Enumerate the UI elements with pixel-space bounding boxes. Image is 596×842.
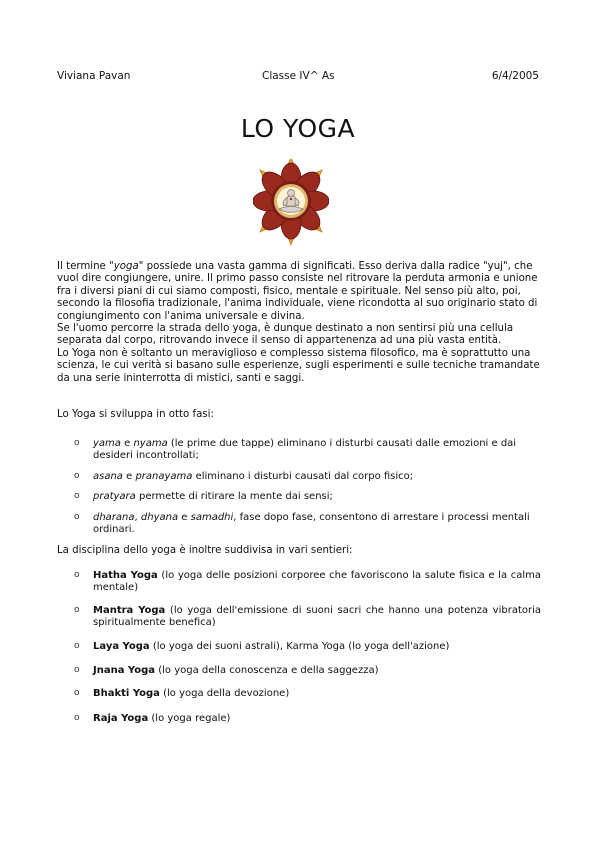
page-header [57,70,539,84]
author-name: Viviana Pavan [57,70,131,82]
phase-term: asana [93,471,123,482]
phase-term: dhyana [140,512,179,523]
list-item-text [93,688,541,700]
path-name: Hatha Yoga [93,570,158,581]
bullet-icon: o [74,438,80,448]
connector: , [134,512,141,523]
phase-term: dharana [93,512,135,523]
phase-description: eliminano i disturbi causati dal corpo fisico; [192,471,414,482]
list-item-text [93,713,541,725]
phase-description: permette di ritirare la mente dai sensi; [135,491,333,502]
path-description: (lo yoga della conoscenza e della saggezza) [155,665,379,676]
list-item-text [93,491,541,503]
list-item-text [93,512,541,536]
list-item-text [93,665,541,677]
phase-term: yama [93,438,121,449]
paths-intro: La disciplina dello yoga è inoltre suddivisa in vari sentieri: [57,545,353,556]
bullet-icon: o [74,641,80,651]
phase-term: nyama [133,438,168,449]
bullet-icon: o [74,491,80,501]
bullet-icon: o [74,605,80,615]
phase-description: (le prime due tappe) eliminano i disturbi causati dalle emozioni e dai desideri incontrollati; [93,438,517,461]
connector: e [122,471,136,482]
phase-term: pranayama [135,471,193,482]
phases-intro: Lo Yoga si sviluppa in otto fasi: [57,409,214,420]
bullet-icon: o [74,471,80,481]
intro-sentence-2: Se l'uomo percorre la strada dello yoga, è dunque destinato a non sentirsi più una cellula separata dal corpo, ritrovando invece il senso di appartenenza ad una più vasta entità. [57,323,514,347]
class-label: Classe IV^ As [262,70,335,82]
bullet-icon: o [74,570,80,580]
list-item-text [93,605,541,629]
path-description: (lo yoga della devozione) [159,688,290,699]
yoga-lotus-emblem-icon [253,159,329,247]
connector: e [120,438,134,449]
path-description: (lo yoga dei suoni astrali), Karma Yoga (lo yoga dell'azione) [149,641,450,652]
bullet-icon: o [74,665,80,675]
phase-description: , fase dopo fase, consentono di arrestare i processi mentali ordinari. [93,512,530,535]
intro-text-a: Il termine " [57,261,114,272]
path-name: Bhakti Yoga [93,688,160,699]
list-item-text [93,438,541,462]
path-name: Mantra Yoga [93,605,166,616]
path-name: Jnana Yoga [93,665,156,676]
path-name: Laya Yoga [93,641,150,652]
list-item-text [93,570,541,594]
connector: e [178,512,191,523]
document-date: 6/4/2005 [491,70,539,82]
path-description: (lo yoga dell'emissione di suoni sacri che hanno una potenza vibratoria spiritualmente benefica) [93,605,542,628]
path-name: Raja Yoga [93,713,149,724]
list-item-text [93,641,541,653]
phase-term: samadhi [190,512,234,523]
page-title: LO YOGA [240,114,356,143]
intro-yoga-term: yoga [113,261,139,272]
path-description: (lo yoga delle posizioni corporee che favoriscono la salute fisica e la calma mentale) [93,570,541,593]
bullet-icon: o [74,713,80,723]
path-description: (lo yoga regale) [148,713,231,724]
bullet-icon: o [74,688,80,698]
list-item-text [93,471,541,483]
intro-sentence-3: Lo Yoga non è soltanto un meraviglioso e complesso sistema filosofico, ma è soprattutto una scienza, le cui verità si basano sulle esperienze, sugli esperimenti e sulle tecniche tramandate da una serie ininterrotta di mistici, santi e saggi. [57,347,540,384]
intro-text-b: " possiede una vasta gamma di significati. Esso deriva dalla radice "yuj", che vuol dire congiungere, unire. Il primo passo consiste nel ritrovare la perduta armonia e unione fra i diversi piani di cui siamo composti, fisico, mentale e spirituale. Nel senso più alto, poi, secondo la filosofia tradizionale, l'anima individuale, viene ricondotta al suo originario stato di congiungimento con l'anima universale e divina. [57,261,538,322]
phase-term: pratyara [93,491,136,502]
bullet-icon: o [74,512,80,522]
intro-paragraph [57,261,543,385]
